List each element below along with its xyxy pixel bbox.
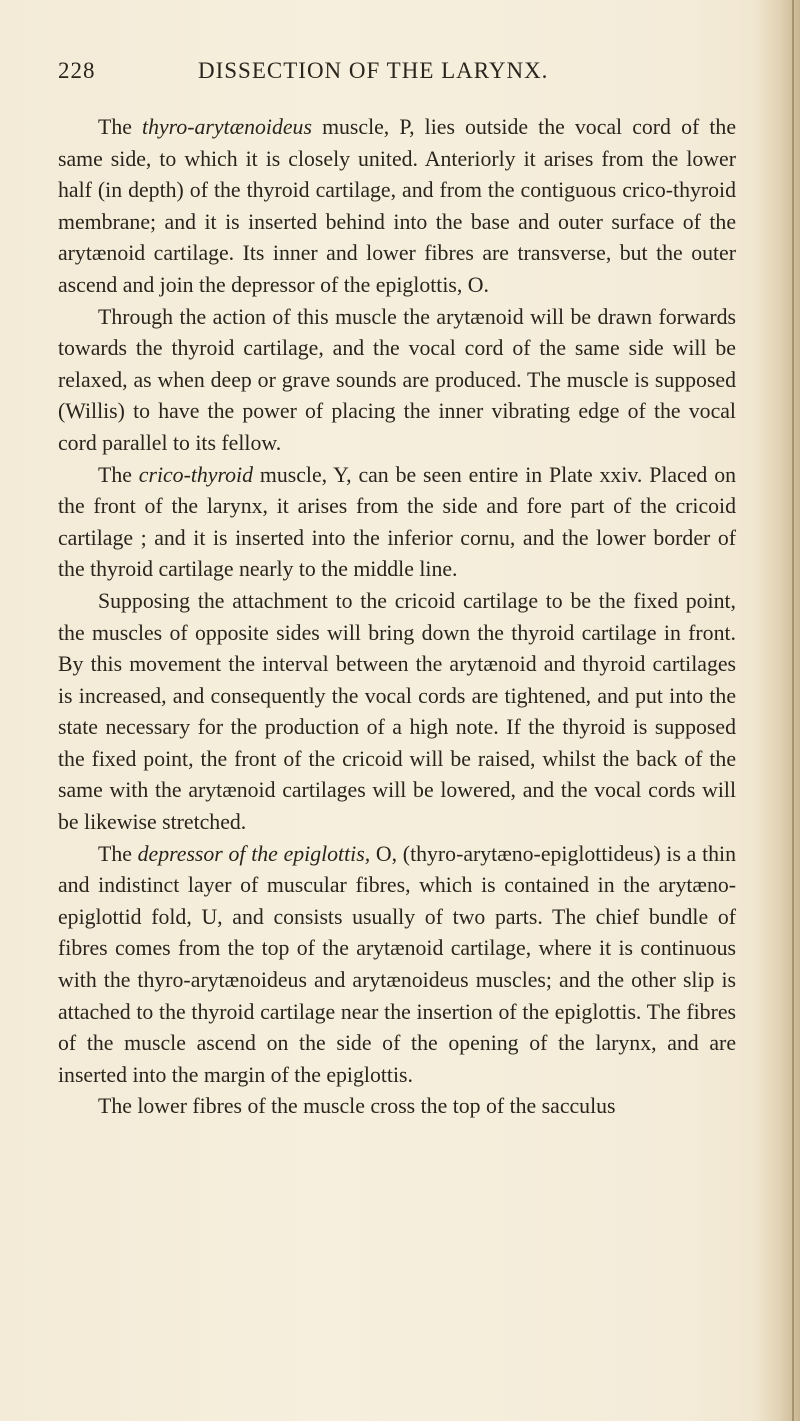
- muscle-name: depressor of the epiglottis,: [137, 841, 371, 866]
- body-text: [58, 112, 736, 1123]
- paragraph-lead: The: [98, 115, 143, 139]
- paragraph-body: muscle, P, lies outside the vocal cord of the same side, to which it is closely united. Anteriorly it arises from the lower half (in depth) of the thyroid cartilage, and from the contiguous crico-thyroid membrane; and it is inserted behind into the base and outer surface of the arytænoid cartilage. Its inner and lower fibres are transverse, but the outer ascend and join the depressor of the epiglottis, O.: [58, 115, 736, 297]
- paragraph-body: O, (thyro-arytæno-epiglottideus) is a thin and indistinct layer of muscular fibres, which is contained in the arytæno-epiglottid fold, U, and consists usually of two parts. The chief bundle of fibres comes from the top of the arytænoid cartilage, where it is continuous with the thyro-arytænoideus and arytænoideus muscles; and the other slip is attached to the thyroid cartilage near the insertion of the epiglottis. The fibres of the muscle ascend on the side of the opening of the larynx, and are inserted into the margin of the epiglottis.: [58, 841, 736, 1087]
- page-number: 228: [58, 58, 96, 83]
- muscle-name: crico-thyroid: [138, 462, 253, 487]
- paragraph-crico-thyroid: [58, 460, 736, 586]
- paragraph-action: Through the action of this muscle the arytænoid will be drawn forwards towards the thyroid cartilage, and the vocal cord of the same side will be relaxed, as when deep or grave sounds are produced. The muscle is supposed (Willis) to have the power of placing the inner vibrating edge of the vocal cord parallel to its fellow.: [58, 304, 736, 455]
- muscle-name: thyro-arytænoideus: [142, 115, 312, 139]
- paragraph-fixed-point: Supposing the attachment to the cricoid cartilage to be the fixed point, the muscles of opposite sides will bring down the thyroid cartilage in front. By this movement the interval between the arytænoid and thyroid cartilages is increased, and consequently the vocal cords are tightened, and put into the state necessary for the production of a high note. If the thyroid is supposed the fixed point, the front of the cricoid will be raised, whilst the back of the same with the arytænoid cartilages will be lowered, and the vocal cords will be likewise stretched.: [58, 588, 736, 835]
- paragraph-lower-fibres: The lower fibres of the muscle cross the top of the sacculus: [98, 1094, 616, 1119]
- paragraph-lead: The: [98, 841, 138, 866]
- page-header: [58, 58, 722, 92]
- paragraph-depressor: [58, 839, 736, 1092]
- paragraph-body: muscle, Y, can be seen entire in Plate xxiv. Placed on the front of the larynx, it arises from the side and fore part of the cricoid cartilage ; and it is inserted into the inferior cornu, and the lower border of the thyroid cartilage nearly to the middle line.: [58, 462, 737, 582]
- page-edge: [792, 0, 794, 1421]
- paragraph-lead: The: [98, 462, 139, 487]
- running-head: DISSECTION OF THE LARYNX.: [198, 58, 549, 83]
- paragraph-thyro-arytaenoideus: [58, 112, 736, 302]
